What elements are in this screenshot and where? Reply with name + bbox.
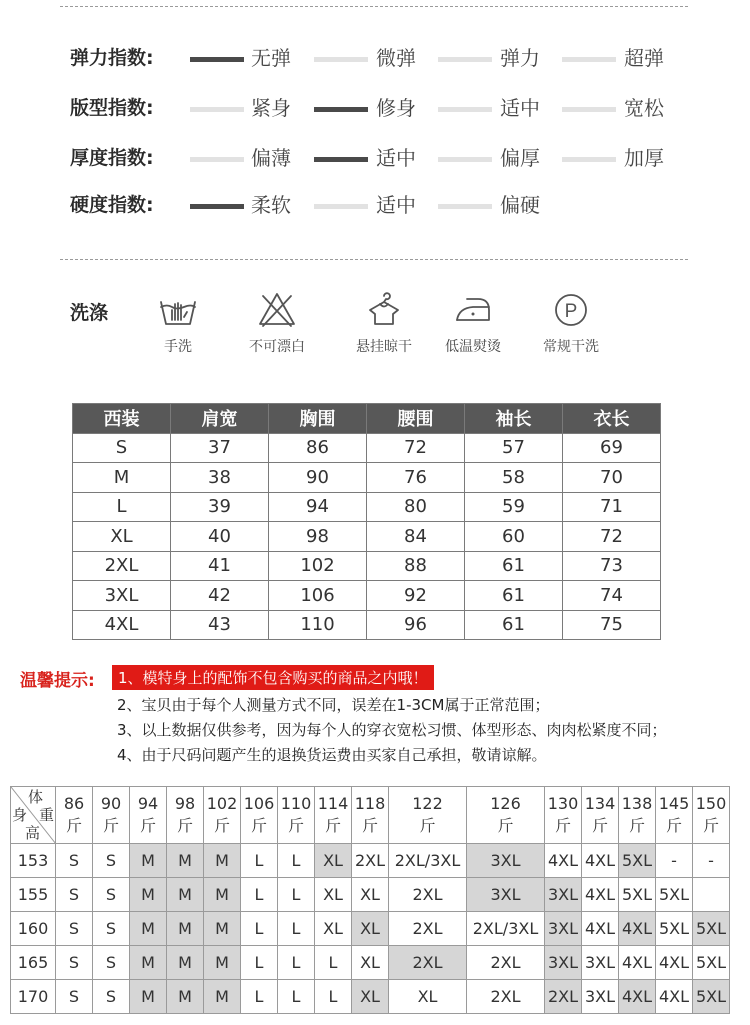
table-corner — [11, 787, 56, 844]
size-value-cell: 43 — [171, 610, 269, 640]
size-value-cell: 110 — [269, 610, 367, 640]
index-level-bar — [438, 204, 492, 209]
size-recommendation-cell: 5XL — [656, 912, 693, 946]
size-recommendation-cell: L — [241, 946, 278, 980]
low-iron-icon — [453, 290, 493, 330]
size-recommendation-cell: 4XL — [582, 844, 619, 878]
weight-header-cell — [352, 787, 389, 844]
index-level-bar — [190, 204, 244, 209]
size-header-cell: 西装 — [73, 404, 171, 434]
height-weight-table — [10, 786, 730, 1014]
size-row — [73, 433, 661, 463]
size-recommendation-cell: 2XL — [389, 946, 467, 980]
size-value-cell: 39 — [171, 492, 269, 522]
index-level-bar — [190, 107, 244, 112]
wash-label: 手洗 — [164, 339, 192, 355]
height-cell: 160 — [11, 912, 56, 946]
size-recommendation-cell: L — [278, 980, 315, 1014]
weight-value: 110 — [280, 794, 312, 813]
size-recommendation-cell: 3XL — [467, 844, 545, 878]
size-row — [73, 551, 661, 581]
size-recommendation-cell: - — [656, 844, 693, 878]
size-value-cell: 102 — [269, 551, 367, 581]
size-name-cell: L — [73, 492, 171, 522]
size-recommendation-cell: L — [278, 878, 315, 912]
index-option: 加厚 — [624, 146, 664, 170]
size-value-cell: 80 — [367, 492, 465, 522]
index-option: 偏硬 — [500, 193, 540, 217]
size-recommendation-cell: 2XL/3XL — [467, 912, 545, 946]
corner-height-a: 身 — [12, 806, 28, 824]
wash-label: 不可漂白 — [249, 339, 305, 355]
size-recommendation-cell: 4XL — [619, 912, 656, 946]
weight-header-cell — [389, 787, 467, 844]
size-recommendation-cell: 4XL — [619, 980, 656, 1014]
index-level-bar — [438, 107, 492, 112]
weight-header-cell — [467, 787, 545, 844]
index-level-bar — [314, 204, 368, 209]
size-value-cell: 72 — [563, 522, 661, 552]
weight-value: 130 — [547, 794, 579, 813]
size-recommendation-cell: 4XL — [656, 946, 693, 980]
size-value-cell: 106 — [269, 581, 367, 611]
index-option: 宽松 — [624, 96, 664, 120]
size-recommendation-cell: M — [167, 912, 204, 946]
size-value-cell: 86 — [269, 433, 367, 463]
size-value-cell: 61 — [465, 610, 563, 640]
index-option: 适中 — [376, 193, 416, 217]
size-name-cell: 2XL — [73, 551, 171, 581]
tip-item: 4、由于尺码问题产生的退换货运费由买家自己承担，敬请谅解。 — [117, 746, 547, 764]
index-option: 无弹 — [251, 46, 291, 70]
size-row — [73, 522, 661, 552]
weight-unit: 斤 — [554, 816, 571, 835]
size-recommendation-cell: XL — [315, 844, 352, 878]
size-recommendation-cell: XL — [352, 980, 389, 1014]
weight-unit: 斤 — [65, 816, 82, 835]
size-recommendation-cell: M — [204, 844, 241, 878]
index-option: 偏厚 — [500, 146, 540, 170]
size-name-cell: XL — [73, 522, 171, 552]
wash-label: 低温熨烫 — [445, 339, 501, 355]
size-value-cell: 70 — [563, 463, 661, 493]
index-level-bar — [314, 57, 368, 62]
size-recommendation-cell: XL — [352, 946, 389, 980]
weight-value: 150 — [695, 794, 727, 813]
weight-header-cell — [93, 787, 130, 844]
weight-unit: 斤 — [702, 816, 719, 835]
size-recommendation-cell: L — [241, 844, 278, 878]
size-recommendation-cell: 5XL — [693, 912, 730, 946]
wash-item — [428, 290, 518, 356]
weight-value: 145 — [658, 794, 690, 813]
size-recommendation-cell: 3XL — [545, 946, 582, 980]
weight-unit: 斤 — [213, 816, 230, 835]
index-level-bar — [190, 57, 244, 62]
size-header-cell: 腰围 — [367, 404, 465, 434]
index-level-bar — [438, 157, 492, 162]
height-cell: 153 — [11, 844, 56, 878]
index-label: 厚度指数: — [70, 147, 154, 169]
index-option: 柔软 — [251, 193, 291, 217]
size-header-row — [73, 404, 661, 434]
corner-weight: 重 — [39, 806, 55, 824]
index-option: 偏薄 — [251, 146, 291, 170]
weight-value: 86 — [63, 794, 85, 813]
size-recommendation-cell: S — [93, 844, 130, 878]
weight-header-cell — [619, 787, 656, 844]
index-level-bar — [314, 157, 368, 162]
size-value-cell: 74 — [563, 581, 661, 611]
size-value-cell: 84 — [367, 522, 465, 552]
size-recommendation-cell: L — [278, 912, 315, 946]
size-recommendation-cell: M — [167, 980, 204, 1014]
size-recommendation-cell: L — [315, 946, 352, 980]
weight-value: 138 — [621, 794, 653, 813]
size-name-cell: 4XL — [73, 610, 171, 640]
index-label: 硬度指数: — [70, 194, 154, 216]
height-row — [11, 980, 730, 1014]
corner-top: 体 — [28, 788, 44, 806]
size-value-cell: 71 — [563, 492, 661, 522]
weight-unit: 斤 — [324, 816, 341, 835]
index-label: 版型指数: — [70, 97, 154, 119]
weight-value: 90 — [100, 794, 122, 813]
size-value-cell: 94 — [269, 492, 367, 522]
height-row — [11, 912, 730, 946]
weight-unit: 斤 — [419, 816, 436, 835]
size-recommendation-cell: M — [130, 946, 167, 980]
size-recommendation-cell: S — [56, 844, 93, 878]
weight-unit: 斤 — [287, 816, 304, 835]
weight-header-cell — [130, 787, 167, 844]
size-header-cell: 袖长 — [465, 404, 563, 434]
size-recommendation-cell: M — [204, 878, 241, 912]
size-row — [73, 463, 661, 493]
tips-title: 温馨提示: — [20, 671, 95, 691]
index-level-bar — [562, 107, 616, 112]
weight-unit: 斤 — [591, 816, 608, 835]
size-recommendation-cell: M — [167, 946, 204, 980]
wash-item — [133, 290, 223, 356]
corner-height-b: 高 — [25, 824, 41, 842]
size-header-cell: 胸围 — [269, 404, 367, 434]
size-recommendation-cell — [693, 878, 730, 912]
size-recommendation-cell: S — [93, 946, 130, 980]
size-recommendation-cell: 3XL — [467, 878, 545, 912]
index-option: 超弹 — [624, 46, 664, 70]
size-recommendation-cell: M — [167, 878, 204, 912]
size-recommendation-cell: - — [693, 844, 730, 878]
size-recommendation-cell: S — [56, 946, 93, 980]
index-level-bar — [562, 57, 616, 62]
wash-label: 悬挂晾干 — [356, 339, 412, 355]
size-row — [73, 610, 661, 640]
size-value-cell: 73 — [563, 551, 661, 581]
weight-unit: 斤 — [497, 816, 514, 835]
wash-item — [526, 290, 616, 356]
weight-header-cell — [204, 787, 241, 844]
weight-header-cell — [582, 787, 619, 844]
size-recommendation-cell: M — [130, 912, 167, 946]
index-option: 修身 — [376, 96, 416, 120]
weight-header-cell — [167, 787, 204, 844]
size-recommendation-cell: S — [56, 878, 93, 912]
size-recommendation-cell: 5XL — [619, 844, 656, 878]
weight-unit: 斤 — [139, 816, 156, 835]
index-option: 紧身 — [251, 96, 291, 120]
tip-highlight: 1、模特身上的配饰不包含购买的商品之内哦！ — [112, 665, 434, 690]
size-value-cell: 72 — [367, 433, 465, 463]
hang-dry-icon — [364, 290, 404, 330]
wash-label: 常规干洗 — [543, 339, 599, 355]
size-recommendation-cell: 4XL — [656, 980, 693, 1014]
wash-item — [339, 290, 429, 356]
weight-unit: 斤 — [665, 816, 682, 835]
size-recommendation-cell: 3XL — [545, 878, 582, 912]
size-header-cell: 肩宽 — [171, 404, 269, 434]
size-recommendation-cell: 2XL — [467, 946, 545, 980]
size-recommendation-cell: 3XL — [582, 946, 619, 980]
size-value-cell: 42 — [171, 581, 269, 611]
size-recommendation-cell: XL — [352, 878, 389, 912]
size-value-cell: 59 — [465, 492, 563, 522]
size-recommendation-cell: L — [315, 980, 352, 1014]
size-value-cell: 75 — [563, 610, 661, 640]
size-recommendation-cell: L — [241, 878, 278, 912]
weight-value: 126 — [490, 794, 521, 813]
index-option: 微弹 — [376, 46, 416, 70]
size-recommendation-cell: 3XL — [582, 980, 619, 1014]
weight-value: 118 — [354, 794, 386, 813]
size-recommendation-cell: L — [278, 946, 315, 980]
size-recommendation-cell: S — [93, 912, 130, 946]
size-value-cell: 90 — [269, 463, 367, 493]
tip-item: 2、宝贝由于每个人测量方式不同，误差在1-3CM属于正常范围； — [117, 696, 550, 714]
size-value-cell: 38 — [171, 463, 269, 493]
size-recommendation-cell: M — [130, 878, 167, 912]
index-level-bar — [438, 57, 492, 62]
size-value-cell: 37 — [171, 433, 269, 463]
size-value-cell: 61 — [465, 551, 563, 581]
size-recommendation-cell: 2XL — [467, 980, 545, 1014]
size-recommendation-cell: 3XL — [545, 912, 582, 946]
size-value-cell: 88 — [367, 551, 465, 581]
weight-value: 102 — [206, 794, 238, 813]
size-recommendation-cell: XL — [352, 912, 389, 946]
weight-value: 106 — [243, 794, 275, 813]
tip-item: 3、以上数据仅供参考，因为每个人的穿衣宽松习惯、体型形态、肉肉松紧度不同； — [117, 721, 667, 739]
size-recommendation-cell: L — [278, 844, 315, 878]
size-recommendation-cell: M — [130, 980, 167, 1014]
size-header-cell: 衣长 — [563, 404, 661, 434]
size-recommendation-cell: M — [167, 844, 204, 878]
size-recommendation-cell: XL — [315, 878, 352, 912]
size-recommendation-cell: S — [56, 912, 93, 946]
size-recommendation-cell: 2XL — [389, 912, 467, 946]
size-value-cell: 92 — [367, 581, 465, 611]
weight-value: 122 — [412, 794, 443, 813]
size-recommendation-cell: M — [204, 980, 241, 1014]
dry-clean-letter: P — [564, 301, 578, 322]
top-divider — [60, 6, 688, 7]
size-recommendation-cell: S — [93, 980, 130, 1014]
size-recommendation-cell: 5XL — [693, 980, 730, 1014]
index-level-bar — [314, 107, 368, 112]
weight-header-cell — [56, 787, 93, 844]
weight-header-cell — [241, 787, 278, 844]
dry-clean-p-icon — [551, 290, 591, 330]
size-name-cell: M — [73, 463, 171, 493]
size-value-cell: 98 — [269, 522, 367, 552]
size-recommendation-cell: 2XL — [545, 980, 582, 1014]
size-recommendation-cell: 4XL — [582, 878, 619, 912]
size-recommendation-cell: S — [56, 980, 93, 1014]
weight-header-row — [11, 787, 730, 844]
wash-item — [232, 290, 322, 356]
size-recommendation-cell: 2XL/3XL — [389, 844, 467, 878]
size-value-cell: 41 — [171, 551, 269, 581]
no-bleach-icon — [257, 290, 297, 330]
index-level-bar — [562, 157, 616, 162]
index-label: 弹力指数: — [70, 47, 154, 69]
weight-header-cell — [656, 787, 693, 844]
height-row — [11, 946, 730, 980]
weight-header-cell — [315, 787, 352, 844]
size-recommendation-cell: 4XL — [545, 844, 582, 878]
wash-title: 洗涤 — [70, 302, 109, 324]
height-cell: 165 — [11, 946, 56, 980]
size-recommendation-cell: S — [93, 878, 130, 912]
index-option: 适中 — [376, 146, 416, 170]
height-cell: 155 — [11, 878, 56, 912]
weight-unit: 斤 — [250, 816, 267, 835]
index-option: 适中 — [500, 96, 540, 120]
size-recommendation-cell: 5XL — [693, 946, 730, 980]
size-recommendation-cell: 5XL — [619, 878, 656, 912]
size-value-cell: 61 — [465, 581, 563, 611]
weight-value: 134 — [584, 794, 616, 813]
size-recommendation-cell: 2XL — [352, 844, 389, 878]
size-recommendation-cell: M — [204, 912, 241, 946]
weight-unit: 斤 — [628, 816, 645, 835]
hand-wash-icon — [158, 290, 198, 330]
weight-unit: 斤 — [102, 816, 119, 835]
size-recommendation-cell: 4XL — [619, 946, 656, 980]
height-row — [11, 878, 730, 912]
size-row — [73, 492, 661, 522]
size-recommendation-cell: L — [241, 980, 278, 1014]
weight-value: 114 — [317, 794, 349, 813]
size-value-cell: 58 — [465, 463, 563, 493]
size-recommendation-cell: M — [204, 946, 241, 980]
size-recommendation-cell: M — [130, 844, 167, 878]
size-recommendation-cell: XL — [315, 912, 352, 946]
index-level-bar — [190, 157, 244, 162]
size-table — [72, 403, 661, 640]
size-recommendation-cell: 4XL — [582, 912, 619, 946]
weight-value: 94 — [137, 794, 159, 813]
size-value-cell: 76 — [367, 463, 465, 493]
height-row — [11, 844, 730, 878]
size-value-cell: 60 — [465, 522, 563, 552]
weight-header-cell — [278, 787, 315, 844]
size-name-cell: 3XL — [73, 581, 171, 611]
weight-unit: 斤 — [361, 816, 378, 835]
index-option: 弹力 — [500, 46, 540, 70]
size-recommendation-cell: 2XL — [389, 878, 467, 912]
weight-value: 98 — [174, 794, 196, 813]
weight-header-cell — [545, 787, 582, 844]
size-row — [73, 581, 661, 611]
weight-unit: 斤 — [176, 816, 193, 835]
size-value-cell: 96 — [367, 610, 465, 640]
size-value-cell: 57 — [465, 433, 563, 463]
size-recommendation-cell: XL — [389, 980, 467, 1014]
size-recommendation-cell: 5XL — [656, 878, 693, 912]
size-name-cell: S — [73, 433, 171, 463]
weight-header-cell — [693, 787, 730, 844]
size-recommendation-cell: L — [241, 912, 278, 946]
size-value-cell: 69 — [563, 433, 661, 463]
height-cell: 170 — [11, 980, 56, 1014]
size-value-cell: 40 — [171, 522, 269, 552]
middle-divider — [60, 259, 688, 260]
